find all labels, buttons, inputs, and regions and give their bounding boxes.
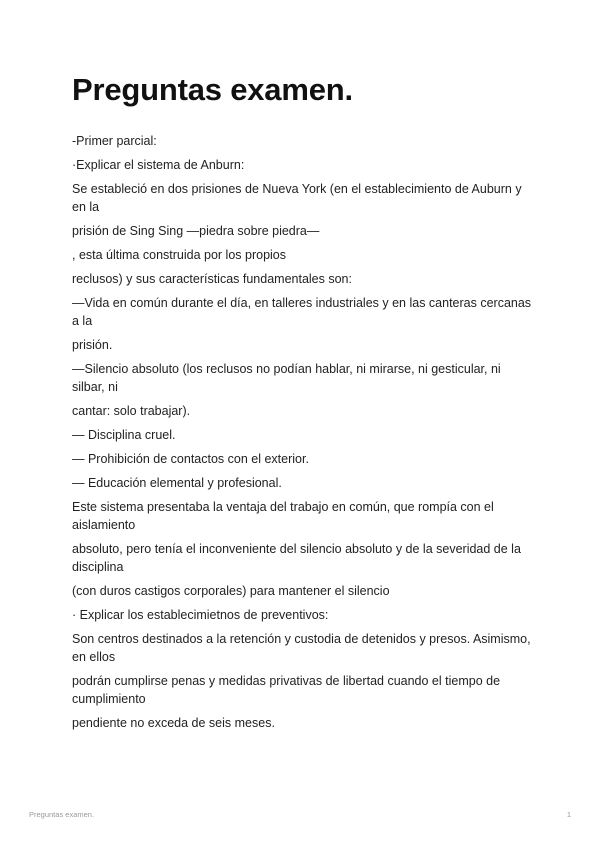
footer-document-title: Preguntas examen. — [29, 810, 95, 819]
paragraph: ·Explicar el sistema de Anburn: — [72, 158, 245, 172]
paragraph: Son centros destinados a la retención y custodia de detenidos y presos. Asimismo, en ellos — [72, 632, 531, 664]
document-body — [72, 132, 534, 738]
paragraph: cantar: solo trabajar). — [72, 404, 191, 418]
paragraph: —Vida en común durante el día, en talleres industriales y en las canteras cercanas a la — [72, 296, 532, 328]
paragraph: prisión de Sing Sing —piedra sobre piedra— — [72, 224, 320, 238]
paragraph: — Prohibición de contactos con el exterior. — [72, 452, 309, 466]
paragraph: prisión. — [72, 338, 113, 352]
paragraph: —Silencio absoluto (los reclusos no podían hablar, ni mirarse, ni gesticular, ni silbar, ni — [72, 362, 501, 394]
footer-page-number: 1 — [566, 810, 571, 819]
document-title: Preguntas examen. — [72, 72, 353, 107]
paragraph: — Educación elemental y profesional. — [72, 476, 282, 490]
paragraph: -Primer parcial: — [72, 134, 157, 148]
paragraph: podrán cumplirse penas y medidas privativas de libertad cuando el tiempo de cumplimiento — [72, 674, 501, 706]
paragraph: absoluto, pero tenía el inconveniente del silencio absoluto y de la severidad de la disciplina — [72, 542, 521, 574]
paragraph: reclusos) y sus características fundamentales son: — [72, 272, 352, 286]
paragraph: — Disciplina cruel. — [72, 428, 176, 442]
paragraph: · Explicar los establecimietnos de preventivos: — [72, 608, 329, 622]
paragraph: pendiente no exceda de seis meses. — [72, 716, 275, 730]
paragraph: (con duros castigos corporales) para mantener el silencio — [72, 584, 390, 598]
paragraph: Se estableció en dos prisiones de Nueva York (en el establecimiento de Auburn y en la — [72, 182, 522, 214]
paragraph: Este sistema presentaba la ventaja del trabajo en común, que rompía con el aislamiento — [72, 500, 494, 532]
paragraph: , esta última construida por los propios — [72, 248, 286, 262]
